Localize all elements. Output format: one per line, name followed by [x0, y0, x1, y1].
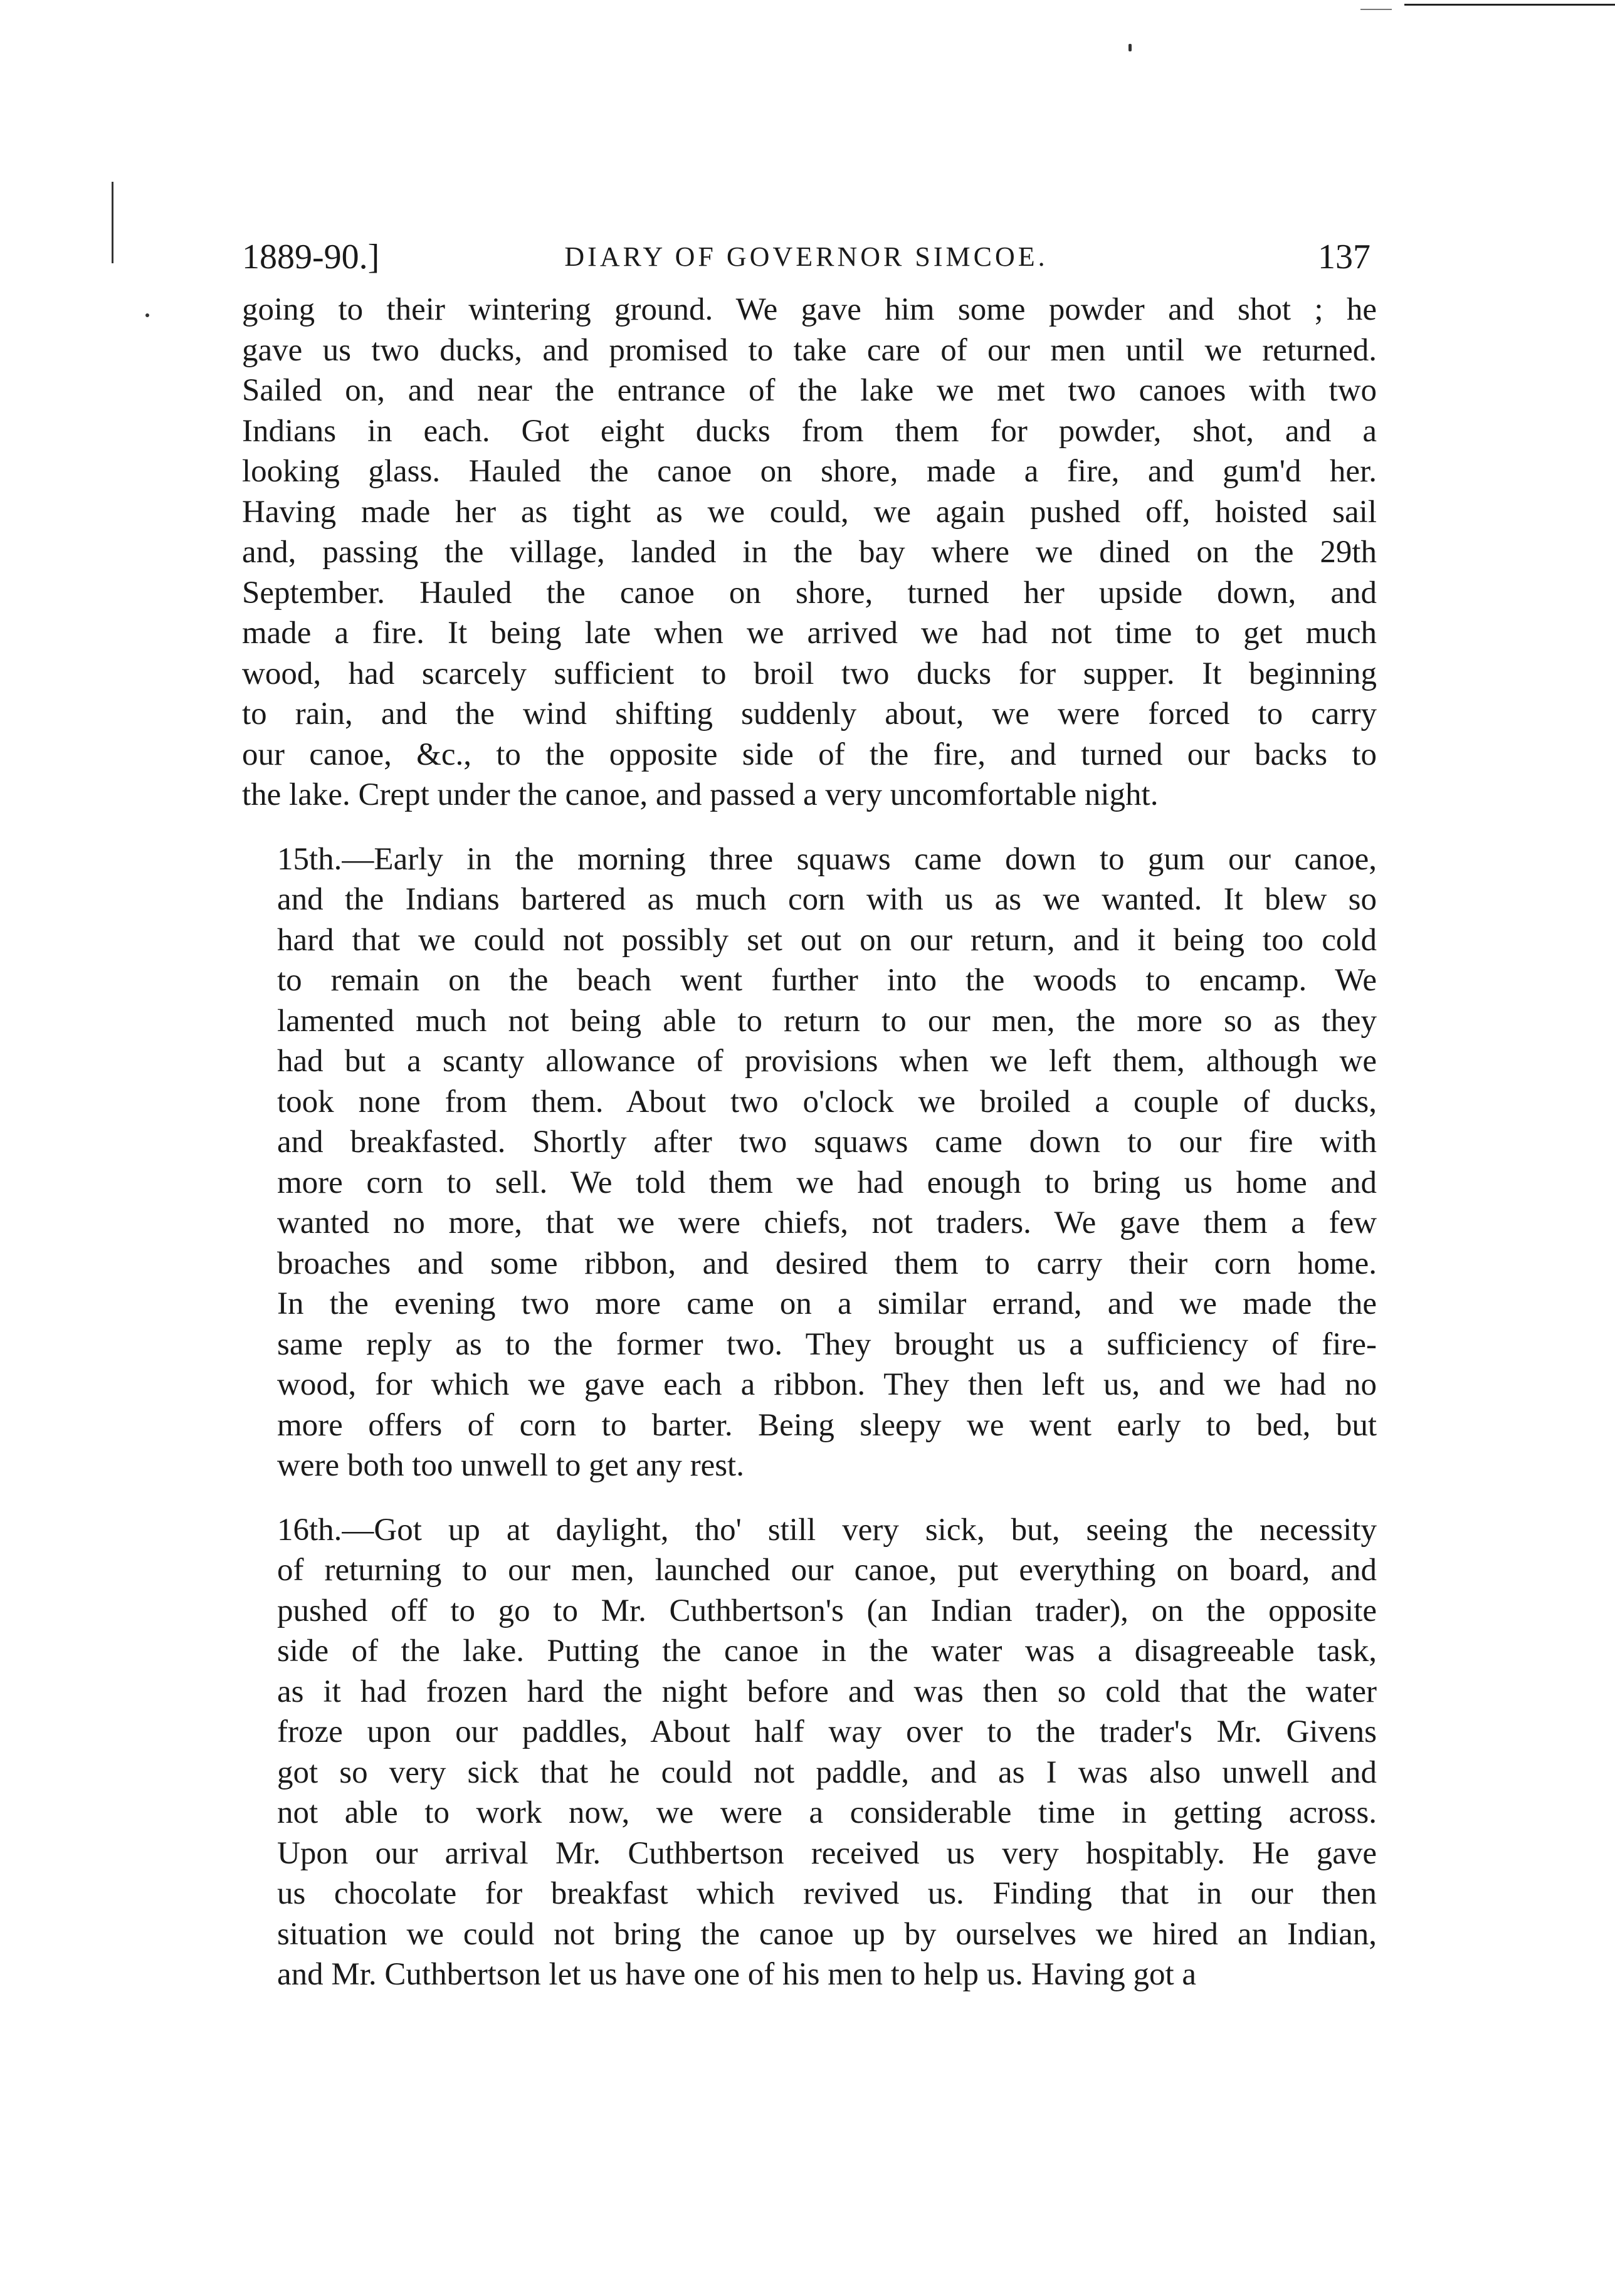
- header-title: DIARY OF GOVERNOR SIMCOE.: [564, 241, 1048, 272]
- ink-speck: [145, 313, 149, 317]
- text-line: side of the lake. Putting the canoe in the water was a disagreeable task,: [277, 1633, 1377, 1669]
- text-line: broaches and some ribbon, and desired them to carry their corn home.: [277, 1245, 1377, 1281]
- text-line: gave us two ducks, and promised to take care of our men until we returned.: [242, 332, 1377, 368]
- text-line: and, passing the village, landed in the bay where we dined on the 29th: [242, 535, 1377, 570]
- paragraph: [242, 290, 1377, 815]
- text-line: got so very sick that he could not paddle, and as I was also unwell and: [277, 1754, 1377, 1790]
- text-line: and breakfasted. Shortly after two squaws came down to our fire with: [277, 1124, 1377, 1160]
- text-line: Sailed on, and near the entrance of the lake we met two canoes with two: [242, 373, 1377, 408]
- text-line: to rain, and the wind shifting suddenly about, we were forced to carry: [242, 696, 1377, 731]
- text-line: our canoe, &c., to the opposite side of the fire, and turned our backs to: [242, 737, 1377, 772]
- scan-edge-mark: [1360, 9, 1392, 10]
- text-line: wanted no more, that we were chiefs, not traders. We gave them a few: [277, 1205, 1377, 1240]
- text-line: more offers of corn to barter. Being sleepy we went early to bed, but: [277, 1407, 1377, 1443]
- text-line: the lake. Crept under the canoe, and passed a very uncomfortable night.: [242, 777, 1159, 812]
- text-line: pushed off to go to Mr. Cuthbertson's (an Indian trader), on the opposite: [277, 1593, 1377, 1628]
- text-line: of returning to our men, launched our canoe, put everything on board, and: [277, 1553, 1377, 1588]
- text-line: Upon our arrival Mr. Cuthbertson received us very hospitably. He gave: [277, 1835, 1377, 1871]
- text-line: September. Hauled the canoe on shore, turned her upside down, and: [242, 575, 1377, 611]
- text-line: looking glass. Hauled the canoe on shore, made a fire, and gum'd her.: [242, 454, 1377, 489]
- text-line: and the Indians bartered as much corn with us as we wanted. It blew so: [277, 882, 1377, 917]
- text-line: took none from them. About two o'clock we broiled a couple of ducks,: [277, 1084, 1377, 1119]
- running-header: [242, 232, 1370, 282]
- text-line: lamented much not being able to return to our men, the more so as they: [277, 1003, 1377, 1039]
- text-line: hard that we could not possibly set out on our return, and it being too cold: [277, 922, 1377, 958]
- text-line: made a fire. It being late when we arrived we had not time to get much: [242, 616, 1377, 651]
- binding-margin-mark: [112, 182, 113, 263]
- text-line: as it had frozen hard the night before and was then so cold that the water: [277, 1674, 1377, 1709]
- text-line: 15th.—Early in the morning three squaws came down to gum our canoe,: [277, 841, 1377, 877]
- text-line: same reply as to the former two. They brought us a sufficiency of fire-: [277, 1326, 1377, 1362]
- paragraph: [242, 839, 1377, 1486]
- text-line: had but a scanty allowance of provisions when we left them, although we: [277, 1044, 1377, 1079]
- text-line: not able to work now, we were a considerable time in getting across.: [277, 1795, 1377, 1830]
- paragraph: [242, 1510, 1377, 1995]
- text-line: and Mr. Cuthbertson let us have one of his men to help us. Having got a: [277, 1957, 1197, 1992]
- page-number: 137: [1318, 238, 1370, 276]
- text-line: wood, for which we gave each a ribbon. They then left us, and we had no: [277, 1367, 1377, 1402]
- text-line: wood, had scarcely sufficient to broil two ducks for supper. It beginning: [242, 656, 1377, 691]
- text-line: 16th.—Got up at daylight, tho' still very sick, but, seeing the necessity: [277, 1512, 1377, 1548]
- text-line: going to their wintering ground. We gave him some powder and shot ; he: [242, 292, 1377, 327]
- text-line: situation we could not bring the canoe up by ourselves we hired an Indian,: [277, 1916, 1377, 1952]
- text-line: us chocolate for breakfast which revived us. Finding that in our then: [277, 1876, 1377, 1911]
- text-line: more corn to sell. We told them we had enough to bring us home and: [277, 1165, 1377, 1200]
- ink-speck: [1128, 44, 1132, 51]
- text-line: Indians in each. Got eight ducks from them for powder, shot, and a: [242, 413, 1377, 449]
- text-line: Having made her as tight as we could, we again pushed off, hoisted sail: [242, 494, 1377, 530]
- text-line: were both too unwell to get any rest.: [277, 1448, 744, 1483]
- text-line: In the evening two more came on a similar errand, and we made the: [277, 1286, 1377, 1321]
- body-text: [242, 290, 1377, 1995]
- text-line: to remain on the beach went further into the woods to encamp. We: [277, 963, 1377, 998]
- text-line: froze upon our paddles, About half way over to the trader's Mr. Givens: [277, 1714, 1377, 1749]
- scan-edge-rule: [1404, 4, 1615, 6]
- header-year-range: 1889-90.]: [242, 238, 380, 276]
